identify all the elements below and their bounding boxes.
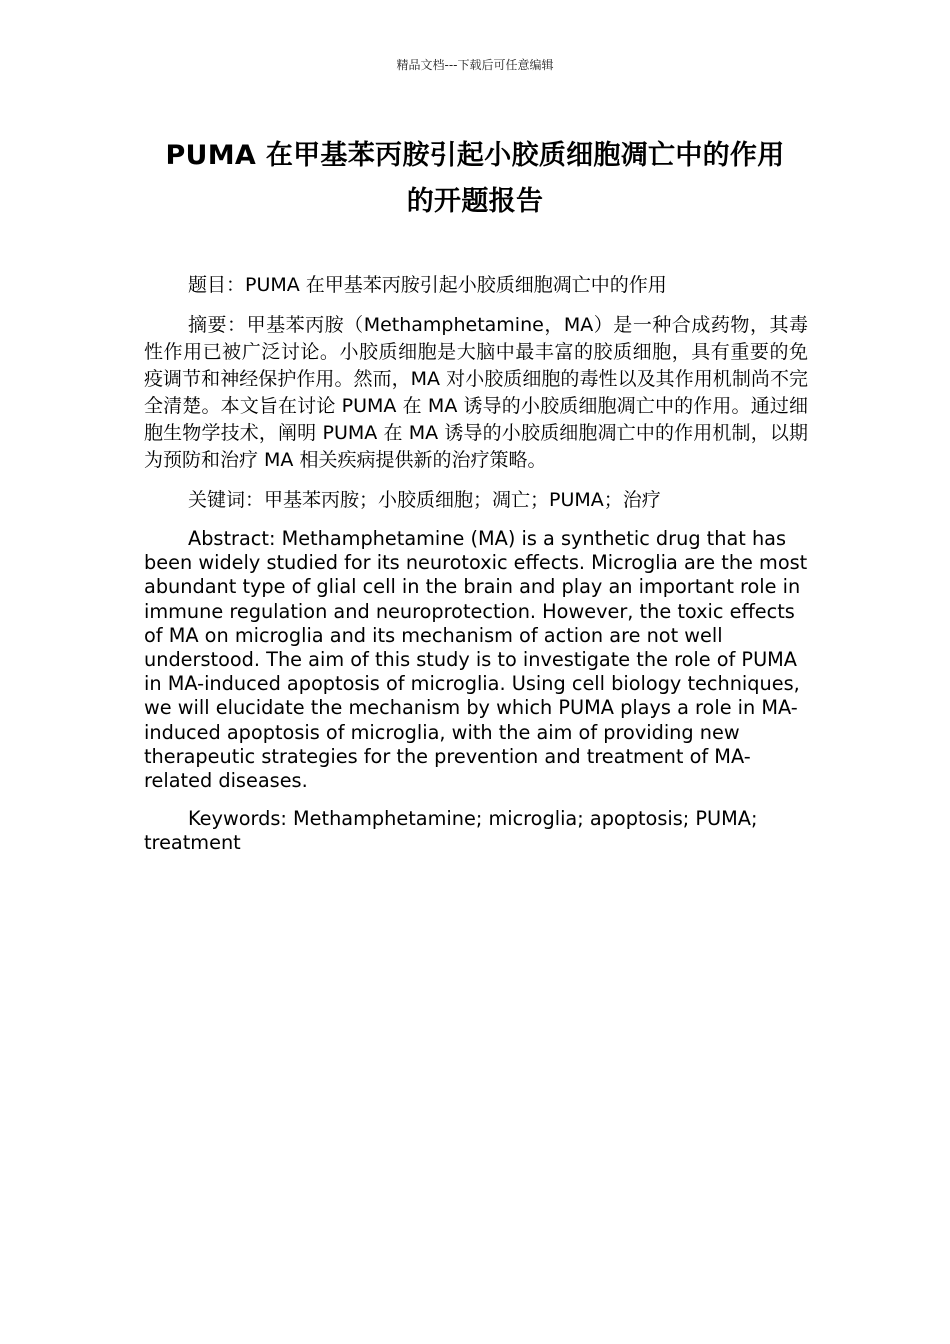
document-title — [120, 133, 830, 225]
english-keywords-paragraph: Keywords: Methamphetamine; microglia; apoptosis; PUMA; treatment — [144, 807, 758, 855]
title-line-1: PUMA 在甲基苯丙胺引起小胶质细胞凋亡中的作用 — [165, 140, 785, 171]
title-line-2: 的开题报告 — [406, 186, 544, 217]
chinese-abstract-paragraph: 摘要：甲基苯丙胺（Methamphetamine，MA）是一种合成药物，其毒性作用已被广泛讨论。小胶质细胞是大脑中最丰富的胶质细胞，具有重要的免疫调节和神经保护作用。然而，MA 对小胶质细胞的毒性以及其作用机制尚不完全清楚。本文旨在讨论 PUMA 在 MA 诱导的小胶质细胞凋亡中的作用。通过细胞生物学技术，阐明 PUMA 在 MA 诱导的小胶质细胞凋亡中的作用机制，以期为预防和治疗 MA 相关疾病提供新的治疗策略。 — [144, 314, 808, 471]
page-header-note: 精品文档---下载后可任意编辑 — [396, 58, 554, 72]
chinese-keywords-paragraph: 关键词：甲基苯丙胺；小胶质细胞；凋亡；PUMA；治疗 — [188, 489, 661, 511]
topic-paragraph: 题目：PUMA 在甲基苯丙胺引起小胶质细胞凋亡中的作用 — [188, 274, 667, 296]
english-abstract-paragraph: Abstract: Methamphetamine (MA) is a synthetic drug that has been widely studied for its neurotoxic effects. Microglia are the most abundant type of glial cell in the brain and play an important role in immune regulation and neuroprotection. However, the toxic effects of MA on microglia and its mechanism of action are not well understood. The aim of this study is to investigate the role of PUMA in MA-induced apoptosis of microglia. Using cell biology techniques, we will elucidate the mechanism by which PUMA plays a role in MA-induced apoptosis of microglia, with the aim of providing new therapeutic strategies for the prevention and treatment of MA-related diseases. — [144, 527, 808, 793]
document-body — [144, 272, 808, 870]
